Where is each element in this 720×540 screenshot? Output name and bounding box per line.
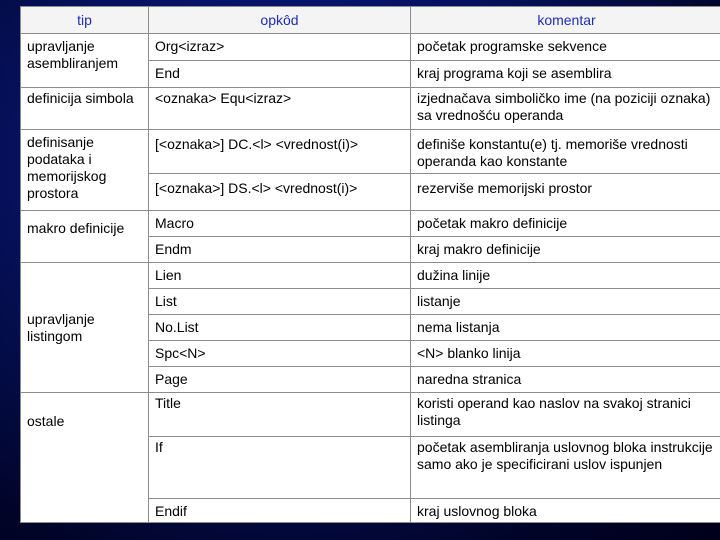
table-row (21, 34, 720, 61)
opkod-cell: Endm (149, 237, 411, 263)
komentar-cell: naredna stranica (411, 367, 720, 393)
komentar-cell: početak makro definicije (411, 211, 720, 237)
komentar-cell: kraj makro definicije (411, 237, 720, 263)
komentar-cell: izjednačava simboličko ime (na poziciji oznaka) sa vrednošću operanda (411, 88, 720, 130)
opkod-cell: Macro (149, 211, 411, 237)
opkod-cell: List (149, 289, 411, 315)
table-row (21, 130, 720, 174)
header-tip: tip (21, 7, 149, 34)
opkod-cell: Spc<N> (149, 341, 411, 367)
komentar-cell: kraj programa koji se asemblira (411, 61, 720, 88)
table-row (21, 211, 720, 237)
header-row (21, 7, 720, 34)
tip-cell: upravljanje asembliranjem (21, 34, 149, 88)
tip-cell: definisanje podataka i memorijskog prostora (21, 130, 149, 211)
opkod-cell: Lien (149, 263, 411, 289)
komentar-cell: početak asembliranja uslovnog bloka instrukcije samo ako je specificirani uslov ispunjen (411, 437, 720, 499)
header-opkod: opkôd (149, 7, 411, 34)
komentar-cell: rezerviše memorijski prostor (411, 174, 720, 211)
tip-cell: makro definicije (21, 211, 149, 263)
opkod-cell: [<oznaka>] DC.<l> <vrednost(i)> (149, 130, 411, 174)
komentar-cell: nema listanja (411, 315, 720, 341)
opkod-cell: End (149, 61, 411, 88)
tip-cell: definicija simbola (21, 88, 149, 130)
opkod-cell: Org<izraz> (149, 34, 411, 61)
komentar-cell: <N> blanko linija (411, 341, 720, 367)
opkod-cell: No.List (149, 315, 411, 341)
opkod-cell: [<oznaka>] DS.<l> <vrednost(i)> (149, 174, 411, 211)
opkod-cell: <oznaka> Equ<izraz> (149, 88, 411, 130)
opkod-cell: Endif (149, 499, 411, 523)
assembler-directives-table (20, 6, 720, 523)
opkod-cell: If (149, 437, 411, 499)
table-row (21, 263, 720, 289)
komentar-cell: definiše konstantu(e) tj. memoriše vrednosti operanda kao konstante (411, 130, 720, 174)
tip-cell: ostale (21, 393, 149, 523)
komentar-cell: listanje (411, 289, 720, 315)
opkod-cell: Title (149, 393, 411, 437)
header-komentar: komentar (411, 7, 720, 34)
komentar-cell: kraj uslovnog bloka (411, 499, 720, 523)
komentar-cell: dužina linije (411, 263, 720, 289)
table-row (21, 393, 720, 437)
komentar-cell: koristi operand kao naslov na svakoj stranici listinga (411, 393, 720, 437)
opkod-cell: Page (149, 367, 411, 393)
komentar-cell: početak programske sekvence (411, 34, 720, 61)
tip-cell: upravljanje listingom (21, 263, 149, 393)
table-row (21, 88, 720, 130)
